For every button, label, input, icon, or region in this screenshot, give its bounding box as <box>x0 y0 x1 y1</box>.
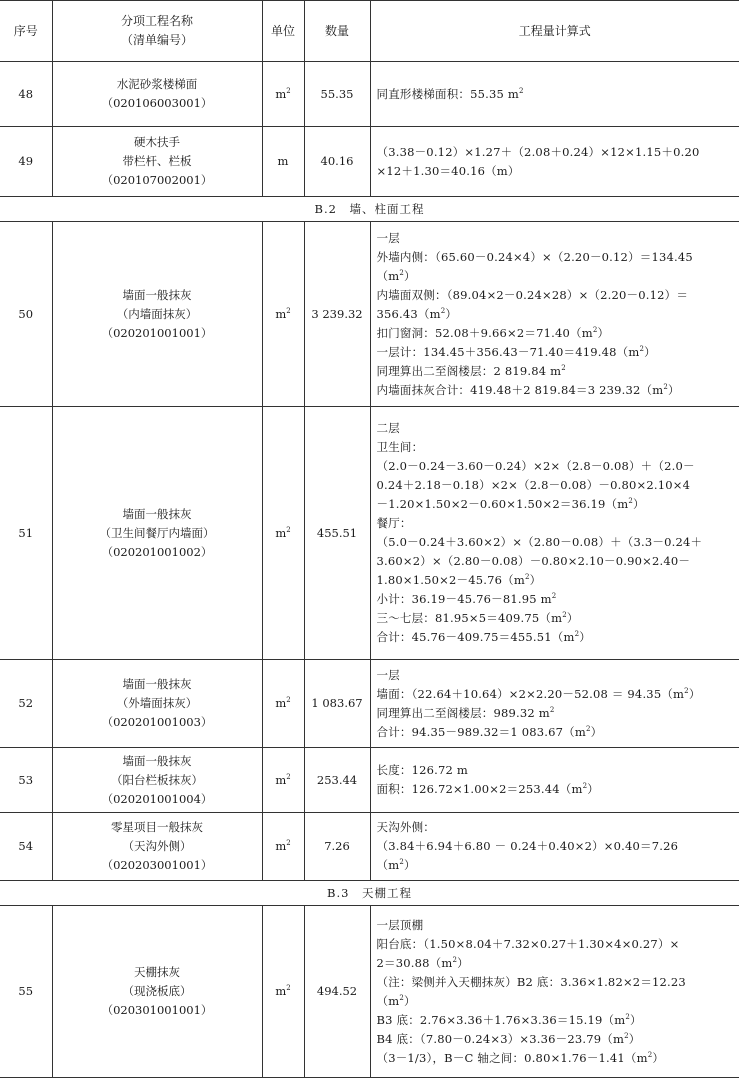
formula-line: （5.0－0.24＋3.60×2）×（2.80－0.08）＋（3.3－0.24＋ <box>376 535 703 549</box>
formula-line: （注：梁侧并入天棚抹灰）B2 底：3.36×1.82×2＝12.23 <box>376 974 686 989</box>
formula-line: 长度：126.72 m <box>376 763 468 777</box>
row-item-name <box>52 748 262 813</box>
section-row <box>0 881 739 906</box>
header-name-line2: （清单编号） <box>120 33 193 47</box>
section-title: B.3 天棚工程 <box>0 881 739 906</box>
row-qty: 455.51 <box>304 407 370 660</box>
formula-line: 扣门窗洞：$52.08+9.66\times 2=71.40(m^2)$ <box>376 325 610 340</box>
row-item-name <box>52 222 262 407</box>
formula-line: 墙面：$(22.64+10.64)\times 2\times 2.20-52.08 = 94.35(m^2)$ <box>376 686 701 701</box>
item-code: （020201001002） <box>101 544 213 559</box>
table-row <box>0 407 739 660</box>
formula-line: 内墙面双侧：（89.04×2－0.24×28）×（2.20－0.12）＝ <box>376 287 689 302</box>
item-name-line: 墙面一般抹灰 <box>122 753 192 768</box>
item-name-line: 天棚抹灰 <box>134 965 180 979</box>
formula-line: 三～七层：$81.95\times 5=409.75(m^2)$ <box>376 611 579 625</box>
table-row <box>0 906 739 1078</box>
item-name-line: 墙面一般抹灰 <box>122 287 192 302</box>
formula-line: $(m^2)$ <box>376 858 416 872</box>
row-no: 52 <box>0 660 52 748</box>
row-no: 50 <box>0 222 52 407</box>
formula-line: （3－1/3），B－C 轴之间：$0.80\times 1.76-1.41(m^2)$ <box>376 1050 665 1065</box>
row-qty: 3 239.32 <box>304 222 370 407</box>
formula-line: $-1.20\times 1.50\times 2-0.60\times 1.50\times 2=36.19(m^2)$ <box>376 497 645 511</box>
formula-line: 餐厅： <box>376 516 412 530</box>
formula-line: （2.0－0.24－3.60－0.24）×2×（2.8－0.08）＋（2.0－ <box>376 459 695 473</box>
item-name-line: 带栏杆、栏板 <box>122 154 192 168</box>
row-item-name <box>52 127 262 197</box>
row-no: 51 <box>0 407 52 660</box>
item-name-line: 墙面一般抹灰 <box>122 677 192 691</box>
row-no: 48 <box>0 62 52 127</box>
item-name-line: （内墙面抹灰） <box>116 306 198 321</box>
formula-line: 同理算出二至阁楼层：989.32 $m^2$ <box>376 705 555 720</box>
item-code: （020301001001） <box>101 1003 213 1017</box>
item-name-line: （现浇板底） <box>122 984 192 998</box>
item-code: （020201001003） <box>101 715 213 729</box>
formula-line: 3.60×2）×（2.80－0.08）－0.80×2.10－0.90×2.40－ <box>376 554 691 568</box>
formula-line: 同直形楼梯面积：55.35 $m^2$ <box>376 86 524 101</box>
item-code: （020201001001） <box>101 325 213 340</box>
formula-line: 小计：36.19－45.76－81.95 $m^2$ <box>376 592 557 606</box>
item-name-line: （阳台栏板抹灰） <box>111 772 203 787</box>
row-qty: 253.44 <box>304 748 370 813</box>
item-code: （020201001004） <box>101 791 213 806</box>
section-title: B.2 墙、柱面工程 <box>0 197 739 222</box>
row-formula <box>370 127 739 197</box>
formula-line: 内墙面抹灰合计：419.48＋2 819.84＝3 $239.32(m^2)$ <box>376 382 680 397</box>
row-unit: m <box>262 127 304 197</box>
formula-line: B4 底：$(7.80-0.24\times 3)\times 3.36-23.79(m^2)$ <box>376 1031 641 1046</box>
formula-line: 一层顶棚 <box>376 917 424 932</box>
row-unit: $m^2$ <box>262 407 304 660</box>
row-no: 55 <box>0 906 52 1078</box>
row-unit: $m^2$ <box>262 660 304 748</box>
formula-line: 同理算出二至阁楼层：2 819.84 $m^2$ <box>376 363 566 378</box>
item-name-line: 零星项目一般抹灰 <box>111 820 203 834</box>
formula-line: 卫生间： <box>376 440 424 454</box>
row-qty: 7.26 <box>304 813 370 881</box>
row-formula <box>370 407 739 660</box>
header-unit: 单位 <box>262 1 304 62</box>
table-row <box>0 127 739 197</box>
row-unit: $m^2$ <box>262 222 304 407</box>
table-row <box>0 748 739 813</box>
formula-line: $(m^2)$ <box>376 268 416 283</box>
row-unit: $m^2$ <box>262 748 304 813</box>
header-name-line1: 分项工程名称 <box>120 14 193 28</box>
formula-line: 0.24＋2.18－0.18）×2×（2.8－0.08）－0.80×2.10×4 <box>376 478 691 492</box>
row-qty: 1 083.67 <box>304 660 370 748</box>
row-no: 53 <box>0 748 52 813</box>
table-row <box>0 660 739 748</box>
item-code: （020203001001） <box>101 858 213 872</box>
row-item-name <box>52 407 262 660</box>
formula-line: 一层 <box>376 667 400 682</box>
row-formula <box>370 813 739 881</box>
formula-line: B3 底：$2.76\times 3.36+1.76\times 3.36=15.19(m^2)$ <box>376 1012 642 1027</box>
row-item-name <box>52 660 262 748</box>
row-no: 49 <box>0 127 52 197</box>
formula-line: （3.84＋6.94＋6.80 － 0.24＋0.40×2）×0.40＝7.26 <box>376 839 679 853</box>
formula-line: 合计：94.35－989.32＝1 $083.67(m^2)$ <box>376 724 603 739</box>
row-unit: $m^2$ <box>262 813 304 881</box>
header-name <box>52 1 262 62</box>
row-no: 54 <box>0 813 52 881</box>
table-row <box>0 222 739 407</box>
row-formula <box>370 748 739 813</box>
formula-line: ×12＋1.30＝40.16（m） <box>376 163 520 178</box>
item-code: （020107002001） <box>101 173 213 187</box>
table-row <box>0 813 739 881</box>
formula-line: $2=30.88(m^2)$ <box>376 955 469 970</box>
item-name-line: 水泥砂浆楼梯面 <box>116 77 198 91</box>
item-name-line: （卫生间餐厅内墙面） <box>99 525 215 540</box>
formula-line: $1.80\times 1.50\times 2-45.76(m^2)$ <box>376 573 542 587</box>
item-name-line: （天沟外侧） <box>122 839 192 853</box>
header-no: 序号 <box>0 1 52 62</box>
formula-line: 阳台底：（1.50×8.04＋7.32×0.27＋1.30×4×0.27）× <box>376 936 680 951</box>
row-formula <box>370 660 739 748</box>
row-qty: 494.52 <box>304 906 370 1078</box>
formula-line: （3.38－0.12）×1.27＋（2.08＋0.24）×12×1.15＋0.20 <box>376 144 700 159</box>
row-qty: 40.16 <box>304 127 370 197</box>
formula-line: 一层 <box>376 230 400 245</box>
row-unit: $m^2$ <box>262 906 304 1078</box>
formula-line: $356.43(m^2)$ <box>376 306 458 321</box>
item-code: （020106003001） <box>101 96 213 110</box>
section-row <box>0 197 739 222</box>
header-row <box>0 1 739 62</box>
row-item-name <box>52 62 262 127</box>
table-row <box>0 62 739 127</box>
header-formula: 工程量计算式 <box>370 1 739 62</box>
formula-line: 一层计：$134.45+356.43-71.40=419.48(m^2)$ <box>376 344 656 359</box>
row-qty: 55.35 <box>304 62 370 127</box>
row-formula <box>370 906 739 1078</box>
formula-line: 面积：$126.72\times 1.00\times 2=253.44(m^2)$ <box>376 782 599 796</box>
formula-line: 二层 <box>376 421 400 435</box>
formula-line: 外墙内侧：（65.60－0.24×4）×（2.20－0.12）＝134.45 <box>376 249 693 264</box>
row-item-name <box>52 813 262 881</box>
item-name-line: （外墙面抹灰） <box>116 696 198 710</box>
row-formula <box>370 62 739 127</box>
item-name-line: 硬木扶手 <box>134 135 180 149</box>
item-name-line: 墙面一般抹灰 <box>122 506 192 521</box>
header-qty: 数量 <box>304 1 370 62</box>
row-formula <box>370 222 739 407</box>
formula-line: 天沟外侧： <box>376 820 435 834</box>
formula-line: 合计：$45.76-409.75=455.51(m^2)$ <box>376 630 591 644</box>
formula-line: $(m^2)$ <box>376 993 416 1008</box>
row-item-name <box>52 906 262 1078</box>
row-unit: $m^2$ <box>262 62 304 127</box>
